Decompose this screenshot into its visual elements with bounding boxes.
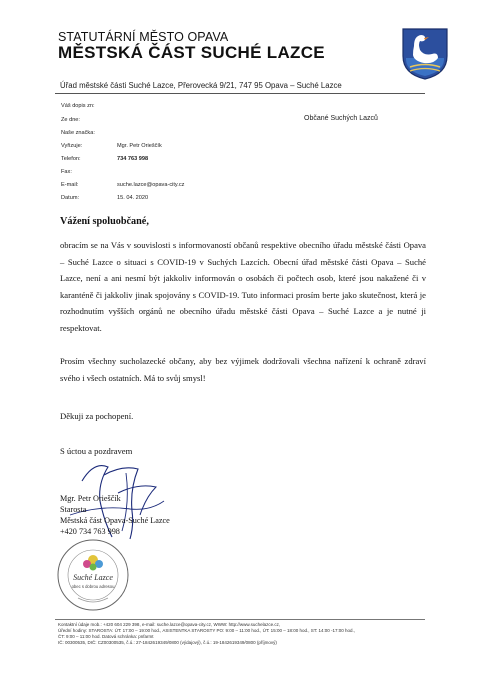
body-paragraph-1: obracím se na Vás v souvislosti s informovaností občanů respektive obecního úřadu městské části Opava – Suché Lazce o situaci s COVID-19 v Suchých Lazcích. Obecní úřad městské části Opava – Suché Lazce, není a ani nesmí být jakkoliv informován o osobách či počtech osob, které jsou nakažené či v karanténě či jakkoliv jinak spojovány s COVID-19. Tuto informaci prosím berte jako skutečnost, která je rozhodnutím vyšších orgánů ne obecního úřadu městské části Opava – Suché Lazce a je nutné ji respektovat. — [60, 240, 426, 333]
footer-registration: IČ: 00300535, DIČ: CZ00300535, č.ú.: 27-1842619349/0800 (výdajový), č.ú.: 19-1842619349/0800 (příjmový) — [58, 640, 277, 645]
footer-office-hours: Úřední hodiny: STAROSTA: ÚT: 17:00 – 19:00 hod., ASISTENTKA STAROSTY PO: 9:00 – 11:00 hod., ÚT: 15:00 – 18:00 hod., ST: 14:00 -17:00 hod., — [58, 628, 356, 633]
body-paragraph-2: Prosím všechny sucholazecké občany, aby bez výjimek dodržovali všechna nařízení k ochraně zdraví svého i všech ostatních. Má to svůj smysl! — [60, 356, 426, 383]
meta-telefon-value: 734 763 998 — [117, 156, 149, 162]
meta-label-fax: Fax: — [61, 169, 72, 175]
meta-label-vas-dopis: Váš dopis zn: — [61, 103, 95, 109]
signatory-organization: Městská část Opava-Suché Lazce — [60, 516, 170, 525]
recipient: Občané Suchých Lazců — [304, 115, 378, 122]
closing-line: S úctou a pozdravem — [60, 446, 133, 456]
swan-crest-icon — [400, 26, 450, 80]
signatory-phone: +420 734 763 998 — [60, 527, 120, 536]
meta-email-value: suche.lazce@opava-city.cz — [117, 182, 185, 188]
signatory-name: Mgr. Petr Orieščík — [60, 494, 121, 503]
thanks-line: Děkuji za pochopení. — [60, 411, 134, 421]
letterhead-address: Úřad městské části Suché Lazce, Přerovecká 9/21, 747 95 Opava – Suché Lazce — [60, 81, 342, 90]
stamp-tagline: obec s dobrou adresou — [71, 584, 115, 589]
meta-label-vyrizuje: Vyřizuje: — [61, 143, 83, 149]
header-divider — [55, 93, 425, 94]
meta-label-nase-znacka: Naše značka: — [61, 130, 95, 136]
meta-label-email: E-mail: — [61, 182, 79, 188]
meta-datum-value: 15. 04. 2020 — [117, 195, 149, 201]
footer-divider — [55, 619, 425, 620]
letterhead-city: STATUTÁRNÍ MĚSTO OPAVA — [58, 30, 229, 44]
signatory-role: Starosta — [60, 505, 87, 514]
stamp-logo-text: Suché Lazce — [73, 573, 113, 582]
meta-label-datum: Datum: — [61, 195, 80, 201]
footer-contact: Kontaktní údaje mob.: +420 604 229 398, e-mail: suche.lazce@opava-city.cz, WWW: http://www.suchelazce.cz, — [58, 622, 281, 627]
meta-label-telefon: Telefon: — [61, 156, 81, 162]
salutation: Vážení spoluobčané, — [60, 216, 149, 227]
meta-label-ze-dne: Ze dne: — [61, 117, 80, 123]
letterhead-district: MĚSTSKÁ ČÁST SUCHÉ LAZCE — [58, 43, 325, 62]
meta-vyrizuje-value: Mgr. Petr Orieščík — [117, 143, 162, 149]
footer-office-hours-2: ČT: 9:00 – 11:00 hod. Datová schránka: pnfarmt — [58, 634, 154, 639]
